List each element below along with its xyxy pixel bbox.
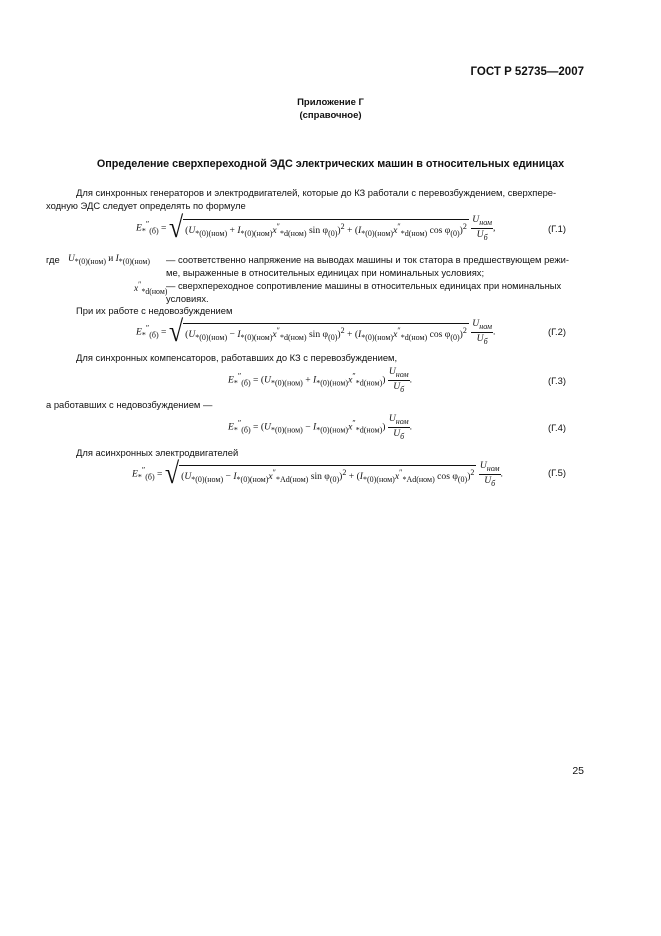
formula-number-g5: (Г.5) — [548, 467, 566, 478]
formula-g4: $E_*''_{(б)} = (U_{*(0)(ном)} - I_{*(0)(ном)}x''_{*d(ном)})$ $\frac{U_{ном}}{U_б}$ . — [228, 413, 412, 441]
def2-symbol: $x''_{*d(ном)}$ — [134, 280, 168, 296]
formula-number-g1: (Г.1) — [548, 223, 566, 234]
para-compensators: Для синхронных компенсаторов, работавших до КЗ с перевозбуждением, — [76, 352, 398, 363]
formula-g3: $E_*''_{(б)} = (U_{*(0)(ном)} + I_{*(0)(ном)}x''_{*d(ном)})$ $\frac{U_{ном}}{U_б}$ . — [228, 366, 412, 394]
formula-g5: $E_*''_{(б)}$ = √ ($U_{*(0)(ном)} - I_{*(0)(ном)}x''_{*Ad(ном)}$ $\sin \varphi_{(0)})^2 + (I_{*(0)(ном)}x''_{*Ad(ном)}$ $\cos \varphi_{(0)})^2$ $\frac{U_{ном}}{U_б}$ . — [132, 457, 503, 491]
intro-line-2: ходную ЭДС следует определять по формуле — [46, 200, 246, 211]
appendix-title: Приложение Г — [297, 97, 364, 108]
def1-text-2: ме, выраженные в относительных единицах при номинальных условиях; — [166, 267, 485, 278]
intro-line-1: Для синхронных генераторов и электродвигателей, которые до КЗ работали с перевозбуждением, сверхпере- — [76, 187, 557, 198]
def2-text-2: условиях. — [166, 293, 209, 304]
para-underexcitation: При их работе с недовозбуждением — [76, 305, 233, 316]
appendix-subtitle: (справочное) — [299, 110, 362, 121]
formula-number-g2: (Г.2) — [548, 326, 566, 337]
formula-g2: $E_*''_{(б)}$ = √ ($U_{*(0)(ном)} - I_{*(0)(ном)}x''_{*d(ном)}$ $\sin \varphi_{(0)})^2 + (I_{*(0)(ном)}x''_{*d(ном)}$ $\cos \varphi_{(0)})^2$ $\frac{U_{ном}}{U_б}$ . — [136, 315, 496, 349]
def1-symbols: $U_{*(0)(ном)}$ и $I_{*(0)(ном)}$ — [68, 254, 150, 266]
where-word: где — [46, 254, 60, 265]
section-title: Определение сверхпереходной ЭДС электрических машин в относительных единицах — [96, 158, 565, 170]
para-async: Для асинхронных электродвигателей — [76, 447, 239, 458]
formula-g1: $E_*''_{(б)}$ = √ ($U_{*(0)(ном)} + I_{*(0)(ном)}x''_{*d(ном)}$ $\sin \varphi_{(0)})^2 + (I_{*(0)(ном)}x''_{*d(ном)}$ $\cos \varphi_{(0)})^2$ $\frac{U_{ном}}{U_б}$ , — [136, 211, 496, 245]
page-number: 25 — [572, 765, 584, 777]
formula-number-g4: (Г.4) — [548, 422, 566, 433]
def2-text-1: — сверхпереходное сопротивление машины в относительных единицах при номинальных — [166, 280, 562, 291]
para-compensators-under: а работавших с недовозбуждением — — [46, 399, 213, 410]
document-code: ГОСТ Р 52735—2007 — [470, 66, 584, 78]
formula-number-g3: (Г.3) — [548, 375, 566, 386]
def1-text-1: — соответственно напряжение на выводах машины и ток статора в предшествующем режи- — [166, 254, 570, 265]
